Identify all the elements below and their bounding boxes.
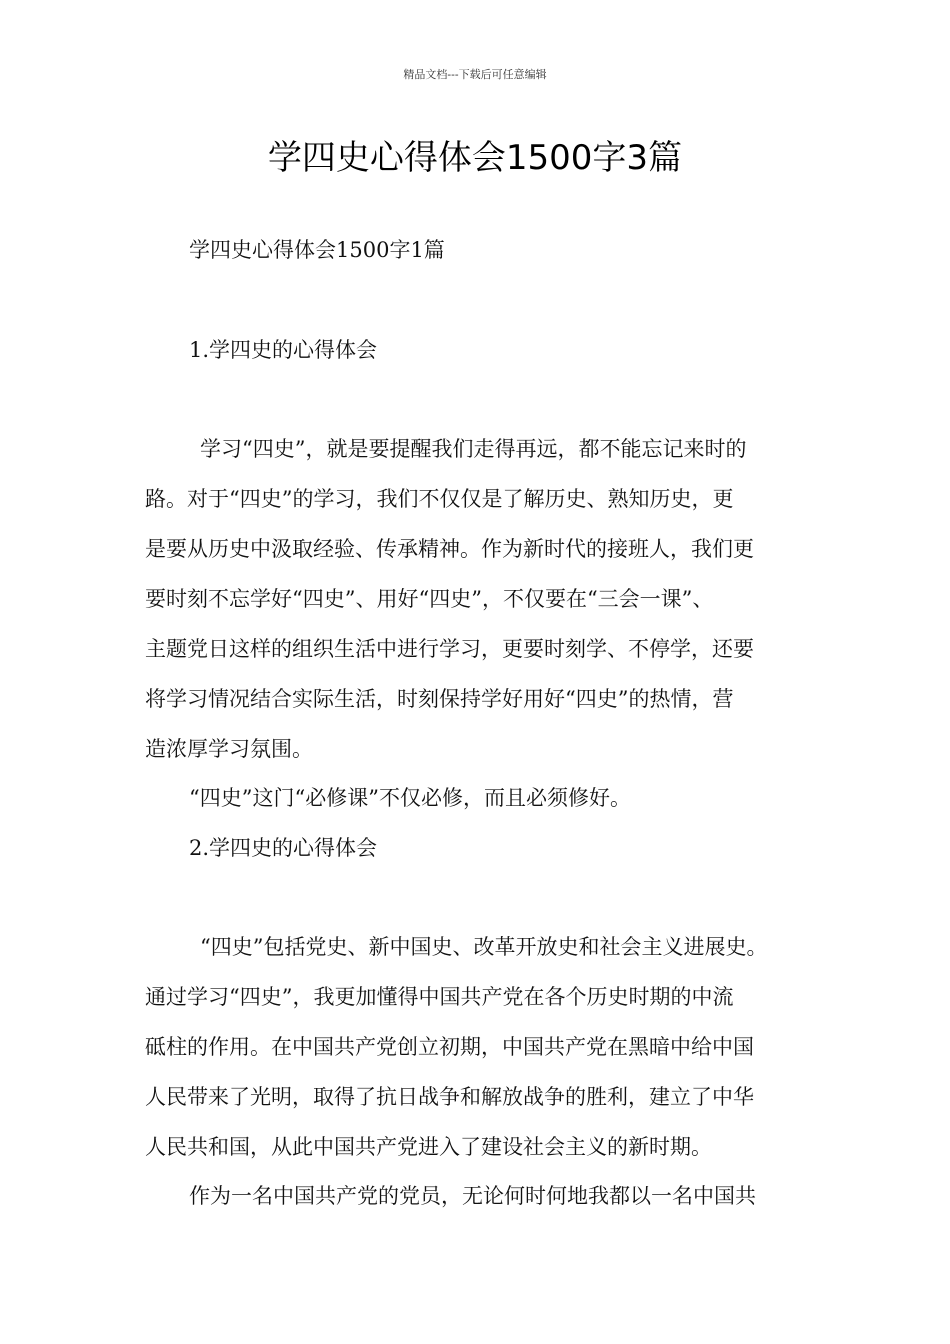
- paragraph-3-line-1: “四史”包括党史、新中国史、改革开放史和社会主义进展史。: [200, 935, 768, 959]
- paragraph-4-line-1: 作为一名中国共产党的党员，无论何时何地我都以一名中国共: [189, 1184, 756, 1208]
- document-title: 学四史心得体会1500字3篇: [267, 138, 683, 178]
- paragraph-3-line-2: 通过学习“四史”，我更加懂得中国共产党在各个历史时期的中流: [145, 985, 734, 1009]
- paragraph-1-line-6: 将学习情况结合实际生活，时刻保持学好用好“四史”的热情，营: [145, 687, 734, 711]
- document-subtitle: 学四史心得体会1500字1篇: [189, 238, 445, 262]
- paragraph-1-line-3: 是要从历史中汲取经验、传承精神。作为新时代的接班人，我们更: [145, 537, 754, 561]
- paragraph-3-line-5: 人民共和国，从此中国共产党进入了建设社会主义的新时期。: [145, 1135, 712, 1159]
- paragraph-1-line-5: 主题党日这样的组织生活中进行学习，更要时刻学、不停学，还要: [145, 637, 754, 661]
- paragraph-3-line-3: 砥柱的作用。在中国共产党创立初期，中国共产党在黑暗中给中国: [145, 1035, 754, 1059]
- section-heading-2: 2.学四史的心得体会: [189, 836, 378, 860]
- paragraph-1-line-1: 学习“四史”，就是要提醒我们走得再远，都不能忘记来时的: [200, 437, 747, 461]
- paragraph-1-line-2: 路。对于“四史”的学习，我们不仅仅是了解历史、熟知历史，更: [145, 487, 734, 511]
- paragraph-1-line-7: 造浓厚学习氛围。: [145, 737, 313, 761]
- paragraph-3-line-4: 人民带来了光明，取得了抗日战争和解放战争的胜利，建立了中华: [145, 1085, 754, 1109]
- section-heading-1: 1.学四史的心得体会: [189, 338, 378, 362]
- paragraph-2: “四史”这门“必修课”不仅必修，而且必须修好。: [189, 786, 631, 810]
- header-note: 精品文档---下载后可任意编辑: [403, 68, 547, 81]
- paragraph-1-line-4: 要时刻不忘学好“四史”、用好“四史”，不仅要在“三会一课”、: [145, 587, 714, 611]
